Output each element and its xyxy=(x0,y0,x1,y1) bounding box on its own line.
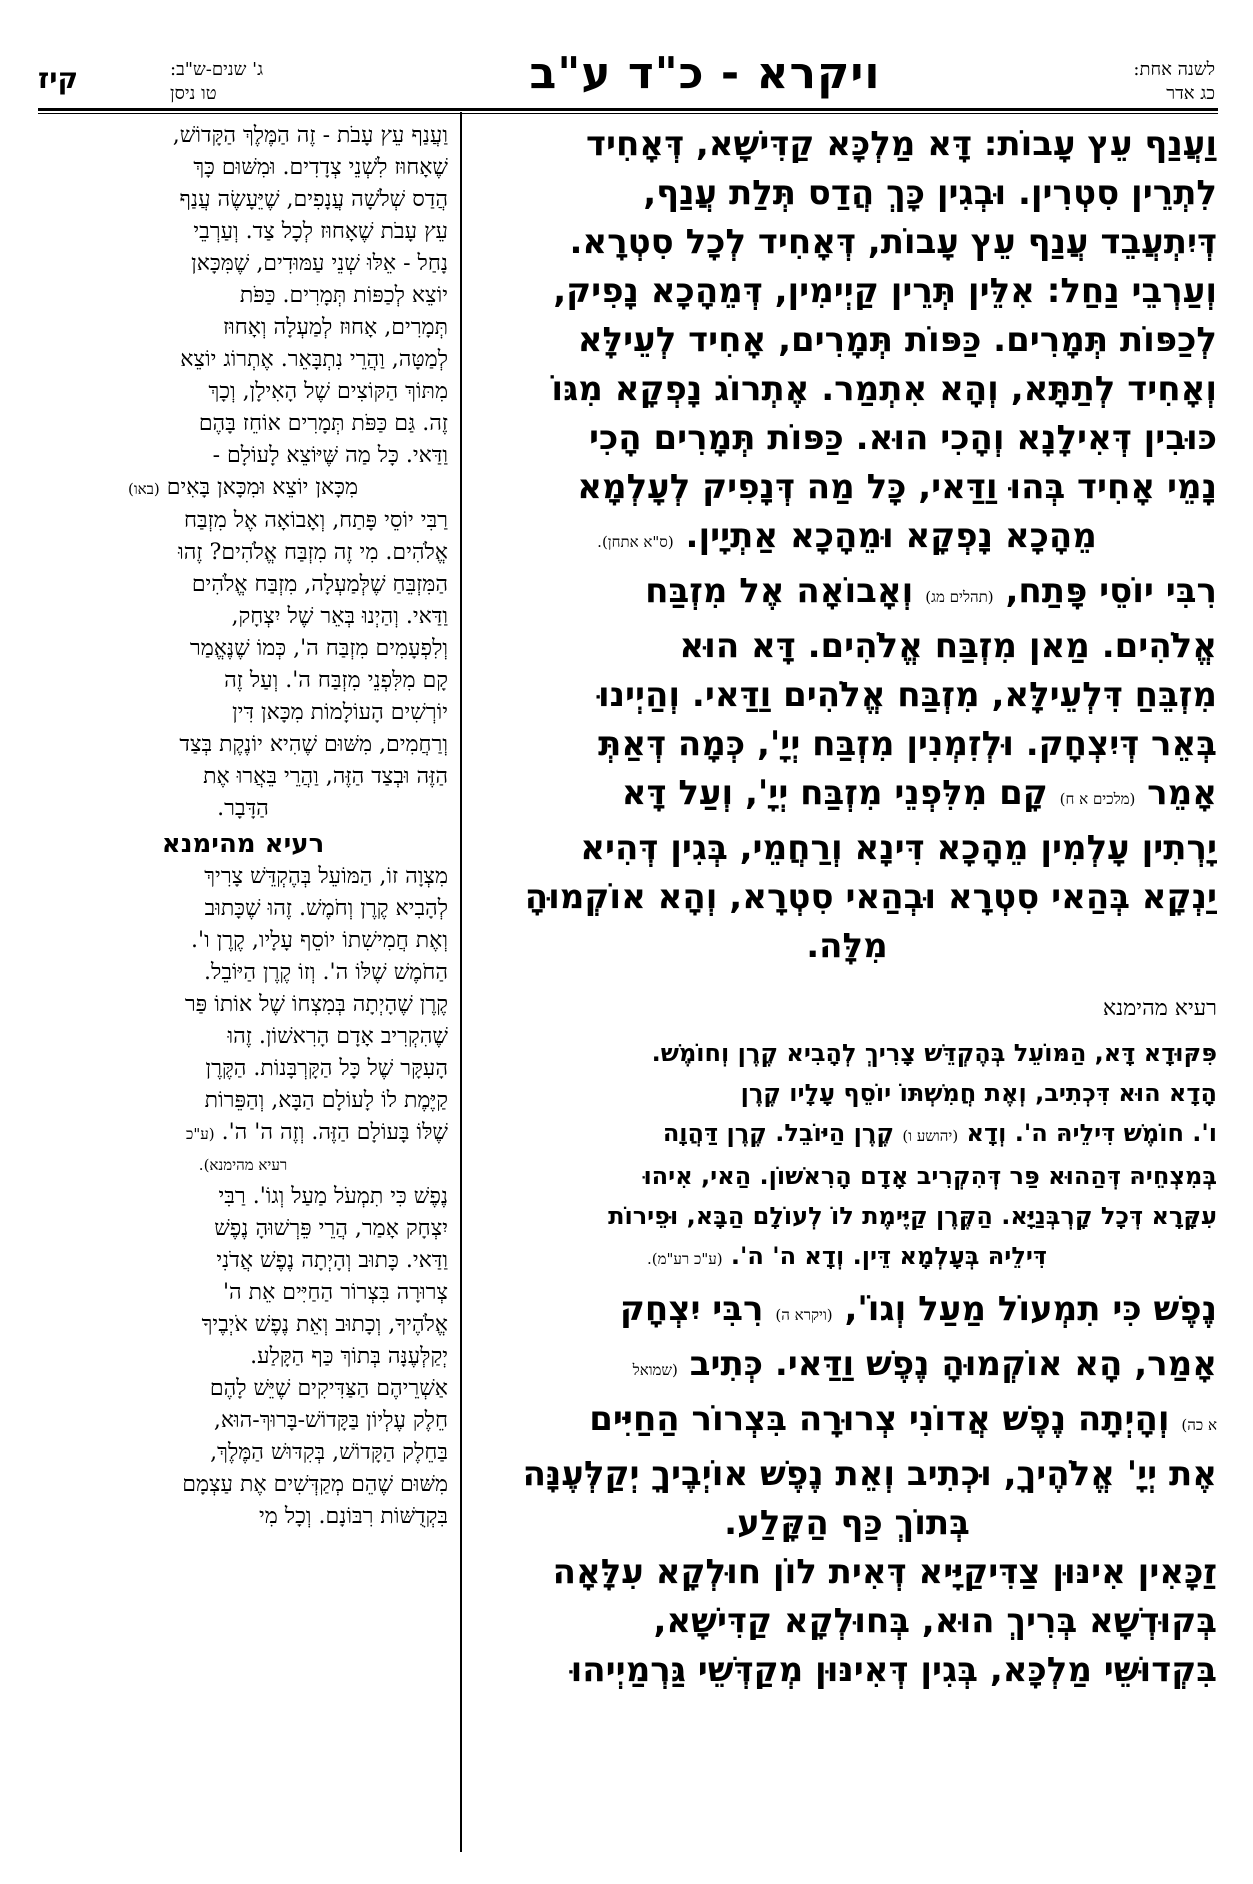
aramaic-text: רִבִּי יִצְחָק xyxy=(619,1289,764,1329)
raaya-end-marker: רעיא מהימנא). xyxy=(198,1156,288,1174)
aramaic-column xyxy=(477,120,1217,1860)
aramaic-line: בְּאֵר דְּיִצְחָק. וּלְזִמְנִין מִזְבַּח יְיָ', כְּמָה דְּאַתְּ xyxy=(598,724,1217,764)
raaya-line xyxy=(477,1113,1217,1156)
source-reference: (ס"א אתחן). xyxy=(597,533,674,551)
translation-line: וְאֶת חֲמִישִׁתוֹ יוֹסֵף עָלָיו, קֶרֶן ו'. xyxy=(191,928,448,953)
page-header xyxy=(0,0,1253,112)
translation-line: וַעֲנַף עֵץ עָבֹת - זֶה הַמֶּלֶךְ הַקָּדוֹשׁ, xyxy=(172,123,448,148)
verse-reference: א כה) xyxy=(1181,1416,1217,1434)
translation-line: מִשּׁוּם שֶׁהֵם מְקַדְּשִׁים אֶת עַצְמָם xyxy=(182,1472,448,1497)
verse-reference: (מלכים א ח) xyxy=(1059,790,1136,808)
header-one-year-label: לשנה אחת: xyxy=(1133,59,1215,80)
raaya-mehemna-heading: רעיא מהימנא xyxy=(1102,996,1217,1021)
header-three-year-date: טו ניסן xyxy=(170,83,217,104)
page-title: ויקרא - כ"ד ע"ב xyxy=(529,48,881,99)
translation-line: אַשְׁרֵיהֶם הַצַּדִּיקִים שֶׁיֵּשׁ לָהֶם xyxy=(209,1376,448,1401)
aramaic-line: כּוּבִין דְּאִילָנָא וְהָכִי הוּא. כַּפּוֹת תְּמָרִים הָכִי xyxy=(589,418,1217,458)
aramaic-line: בְּתוֹךְ כַּף הַקָּלַע. xyxy=(724,1503,970,1543)
aramaic-line xyxy=(477,512,1217,567)
translation-line: שֶׁאָחוּז לִשְׁנֵי צְדָדִים. וּמִשּׁוּם כָּךְ xyxy=(193,155,448,180)
verse-reference: (שמואל xyxy=(632,1361,678,1379)
translation-line: לְמַטָּה, וַהֲרֵי נִתְבָּאֵר. אֶתְרוֹג יוֹצֵא xyxy=(180,347,448,372)
aramaic-line xyxy=(477,567,1217,622)
translation-line: מִצְוָה זוֹ, הַמּוֹעֵל בְּהֶקְדֵּשׁ צָרִיךְ xyxy=(204,864,448,889)
translation-line: נֶפֶשׁ כִּי תִמְעֹל מַעַל וְגוֹ'. רַבִּי xyxy=(218,1184,448,1209)
translation-raaya-heading: רעיא מהימנא xyxy=(161,829,325,859)
translation-line: הַדָּבָר. xyxy=(217,796,269,821)
translation-column xyxy=(38,120,448,1860)
verse-reference: (תהלים מג) xyxy=(925,588,994,606)
translation-line: הָעִקָּר שֶׁל כָּל הַקָּרְבָּנוֹת. הַקֶּרֶן xyxy=(205,1056,448,1081)
translation-line: הֲדַס שְׁלֹשָׁה עֲנָפִים, שֶׁיֵּעָשֶׂה עֲנַף xyxy=(179,187,448,212)
raaya-text: קֶרֶן הַיּוֹבֵל. קֶרֶן דַּהֲוָה xyxy=(662,1119,894,1147)
aramaic-line: לִתְרֵין סִטְרִין. וּבְגִין כָּךְ הֲדַס תְּלַת עֲנַף, xyxy=(643,173,1217,213)
verse-reference: (ויקרא ה) xyxy=(775,1306,833,1324)
aramaic-line xyxy=(477,1285,1217,1340)
translation-line: יְקַלְּעֶנָּה בְּתוֹךְ כַּף הַקָּלַע. xyxy=(250,1344,448,1369)
aramaic-line: יָרְתִין עָלְמִין מֵהָכָא דִּינָא וְרַחֲמֵי, בְּגִין דְּהִיא xyxy=(580,828,1217,868)
source-reference: (ע"כ xyxy=(186,1125,215,1143)
aramaic-line: מִלָּה. xyxy=(806,926,888,966)
translation-line: הַמִּזְבֵּחַ שֶׁלְּמַעְלָה, מִזְבַּח אֱלֹהִים xyxy=(191,572,448,597)
aramaic-line: נָמֵי אָחִיד בְּהוּ וַדַּאי, כָּל מַה דְּנָפִיק לְעָלְמָא xyxy=(577,467,1217,507)
aramaic-line: וְעַרְבֵי נַחַל: אִלֵּין תְּרֵין קַיְימִין, דְּמֵהָכָא נָפִיק, xyxy=(553,271,1217,311)
raaya-line xyxy=(477,1236,1217,1279)
aramaic-text: וְאָבוֹאָה אֶל מִזְבַּח xyxy=(645,571,914,611)
aramaic-line: אֱלֹהִים. מַאן מִזְבַּח אֱלֹהִים. דָּא הוּא xyxy=(679,626,1217,666)
translation-line: אֱלֹהֶיךָ, וְכָתוּב וְאֵת נֶפֶשׁ אֹיְבֶיךָ xyxy=(201,1312,448,1337)
aramaic-text: אָמַר, הָא אוֹקְמוּהָ נֶפֶשׁ וַדַּאי. כְּתִיב xyxy=(689,1344,1217,1384)
header-rule-thin xyxy=(38,113,1218,114)
aramaic-line: מִזְבֵּחַ דִּלְעֵילָּא, מִזְבַּח אֱלֹהִים וַדַּאי. וְהַיְינוּ xyxy=(597,675,1217,715)
raaya-line: עִקָּרָא דְּכָל קָרְבְּנַיָּא. הַקֶּרֶן קַיֶּימֶת לוֹ לְעוֹלָם הַבָּא, וּפֵירוֹת xyxy=(608,1202,1217,1230)
aramaic-text: אָמֵר xyxy=(1147,773,1217,813)
translation-line: בַּחֵלֶק הַקָּדוֹשׁ, בְּקִדּוּשׁ הַמֶּלֶךְ, xyxy=(210,1440,448,1465)
translation-line: אֱלֹהִים. מִי זֶה מִזְבַּח אֱלֹהִים? זֶהוּ xyxy=(178,540,448,565)
translation-line: וַדַּאי. כָּל מַה שֶּׁיּוֹצֵא לָעוֹלָם - xyxy=(212,443,448,468)
header-one-year-date: כג אדר xyxy=(1166,83,1215,104)
translation-line: רַבִּי יוֹסֵי פָּתַח, וְאָבוֹאָה אֶל מִזְבַּח xyxy=(184,508,448,533)
raaya-text: ו'. חוֹמֶשׁ דִּילֵיהּ ה'. וְדָא xyxy=(966,1119,1217,1147)
source-reference: (ע"כ רע"מ). xyxy=(646,1250,723,1268)
translation-line: קֶרֶן שֶׁהָיְתָה בְּמִצְחוֹ שֶׁל אוֹתוֹ פַּר xyxy=(184,992,448,1017)
translation-line: צְרוּרָה בִּצְרוֹר הַחַיִּים אֵת ה' xyxy=(222,1280,448,1305)
raaya-text: דִּילֵיהּ בְּעָלְמָא דֵּין. וְדָא ה' ה'. xyxy=(730,1242,1048,1270)
verse-reference: (יהושע ו) xyxy=(902,1127,959,1145)
aramaic-line: אֶת יְיָ' אֱלֹהֶיךָ, וּכְתִיב וְאֵת נֶפֶשׁ אוֹיְבֶיךָ יְקַלְּעֶנָּה xyxy=(522,1454,1217,1494)
aramaic-text: רִבִּי יוֹסֵי פָּתַח, xyxy=(1005,571,1217,611)
translation-line xyxy=(38,472,448,505)
page-folio-number: קיז xyxy=(38,62,79,95)
aramaic-line xyxy=(477,769,1217,824)
aramaic-text: קָם מִלִּפְנֵי מִזְבַּח יְיָ', וְעַל דָּא xyxy=(621,773,1048,813)
header-three-year-label: ג' שנים-ש"ב: xyxy=(170,59,264,80)
translation-line: וְלִפְעָמִים מִזְבַּח ה', כְּמוֹ שֶׁנֶּאֱמַר xyxy=(189,636,448,661)
translation-line: נָחַל - אֵלּוּ שְׁנֵי עַמּוּדִים, שֶׁמִּכָּאן xyxy=(191,251,448,276)
header-rule xyxy=(38,108,1218,111)
translation-line: קַיֶּמֶת לוֹ לָעוֹלָם הַבָּא, וְהַפֵּרוֹת xyxy=(204,1088,448,1113)
column-divider xyxy=(460,112,462,1852)
header-right-dates xyxy=(1133,58,1215,106)
translation-line: תְּמָרִים, אָחוּז לְמַעְלָה וְאָחוּז xyxy=(222,315,448,340)
translation-line: זֶה. גַּם כַּפֹּת תְּמָרִים אוֹחֵז בָּהֶם xyxy=(198,411,448,436)
translation-line: חֵלֶק עֶלְיוֹן בַּקָּדוֹשׁ-בָּרוּךְ-הוּא, xyxy=(213,1408,448,1433)
aramaic-line: וְאָחִיד לְתַתָּא, וְהָא אִתְמַר. אֶתְרוֹג נָפְקָא מִגּוֹ xyxy=(551,369,1217,409)
translation-line: יוֹרְשִׁים הָעוֹלָמוֹת מִכָּאן דִּין xyxy=(232,700,448,725)
aramaic-line xyxy=(477,1395,1217,1450)
aramaic-line: בִּקְדוּשֵּׁי מַלְכָּא, בְּגִין דְּאִינּוּן מְקַדְּשֵׁי גַּרְמַיְיהוּ xyxy=(570,1650,1217,1690)
aramaic-line: יַנְקָא בְּהַאי סִטְרָא וּבְהַאי סִטְרָא, וְהָא אוֹקְמוּהָ xyxy=(524,877,1217,917)
translation-line: לְהָבִיא קֶרֶן וְחֹמֶשׁ. זֶהוּ שֶׁכָּתוּב xyxy=(204,896,448,921)
aramaic-text: מֵהָכָא נָפְקָא וּמֵהָכָא אַתְיָין. xyxy=(685,516,1097,556)
aramaic-line: דְּיִתְעֲבֵד עֲנַף עֵץ עָבוֹת, דְּאָחִיד לְכָל סִטְרָא. xyxy=(569,222,1217,262)
translation-line: וַדַּאי. וְהַיְנוּ בְּאֵר שֶׁל יִצְחָק, xyxy=(231,604,448,629)
translation-line xyxy=(38,1117,448,1150)
translation-line: הַזֶּה וּבְצַד הַזֶּה, וַהֲרֵי בֵּאֲרוּ אֶת xyxy=(203,764,448,789)
aramaic-line: לְכַפּוֹת תְּמָרִים. כַּפּוֹת תְּמָרִים, אָחִיד לְעֵילָּא xyxy=(577,320,1217,360)
source-reference: (באו) xyxy=(127,480,160,498)
translation-line: הַחֹמֶשׁ שֶׁלּוֹ ה'. וְזוֹ קֶרֶן הַיּוֹבֵל. xyxy=(204,960,448,985)
raaya-line: בְּמִצְחֵיהּ דְּהַהוּא פַּר דְּהִקְרִיב אָדָם הָרִאשׁוֹן. הַאי, אִיהוּ xyxy=(643,1162,1217,1190)
aramaic-line: בְּקוּדְשָׁא בְּרִיךְ הוּא, בְּחוּלְקָא קַדִּישָׁא, xyxy=(653,1601,1217,1641)
aramaic-text: נֶפֶשׁ כִּי תִמְעוֹל מַעַל וְגוֹ', xyxy=(844,1289,1217,1329)
translation-line: יוֹצֵא לְכַפּוֹת תְּמָרִים. כַּפֹּת xyxy=(239,283,448,308)
aramaic-line: זַכָּאִין אִינּוּן צַדִּיקַיָּיא דְּאִית לוֹן חוּלְקָא עִלָּאָה xyxy=(552,1552,1217,1592)
aramaic-line: וַעֲנַף עֵץ עָבוֹת: דָּא מַלְכָּא קַדִּישָׁא, דְּאָחִיד xyxy=(585,124,1217,164)
aramaic-text: וְהָיְתָה נֶפֶשׁ אֲדוֹנִי צְרוּרָה בִּצְרוֹר הַחַיִּים xyxy=(589,1399,1170,1439)
translation-line: יִצְחָק אָמַר, הֲרֵי פֵּרְשׁוּהָ נֶפֶשׁ xyxy=(214,1216,448,1241)
header-left-dates xyxy=(170,58,370,106)
raaya-line: הָדָא הוּא דִּכְתִיב, וְאֶת חֲמִשְׁתּוֹ יוֹסֵף עָלָיו קֶרֶן xyxy=(740,1079,1217,1107)
translation-line: בִּקְדֻשּׁוֹת רִבּוֹנָם. וְכָל מִי xyxy=(259,1504,448,1529)
translation-text: מִכָּאן יוֹצֵא וּמִכָּאן בָּאִים xyxy=(166,475,359,500)
raaya-line: פִּקּוּדָא דָּא, הַמּוֹעֵל בְּהֶקְדֵּשׁ צָרִיךְ לְהָבִיא קֶרֶן וְחוֹמֶשׁ. xyxy=(651,1039,1217,1067)
translation-line: מִתּוֹךְ הַקּוֹצִים שֶׁל הָאִילָן, וְכָךְ xyxy=(208,379,448,404)
aramaic-line xyxy=(477,1340,1217,1395)
translation-line: וְרַחֲמִים, מִשּׁוּם שֶׁהִיא יוֹנֶקֶת בְּצַד xyxy=(179,732,448,757)
translation-line: וַדַּאי. כָּתוּב וְהָיְתָה נֶפֶשׁ אֲדֹנִי xyxy=(216,1248,448,1273)
translation-line: עֵץ עָבֹת שֶׁאָחוּז לְכָל צַד. וְעַרְבֵי xyxy=(193,219,448,244)
translation-line: שֶׁהִקְרִיב אָדָם הָרִאשׁוֹן. זֶהוּ xyxy=(227,1024,448,1049)
translation-line: קָם מִלִּפְנֵי מִזְבַּח ה'. וְעַל זֶה xyxy=(224,668,448,693)
translation-text: שֶׁלּוֹ בָּעוֹלָם הַזֶּה. וְזֶה ה' ה'. xyxy=(221,1120,448,1145)
